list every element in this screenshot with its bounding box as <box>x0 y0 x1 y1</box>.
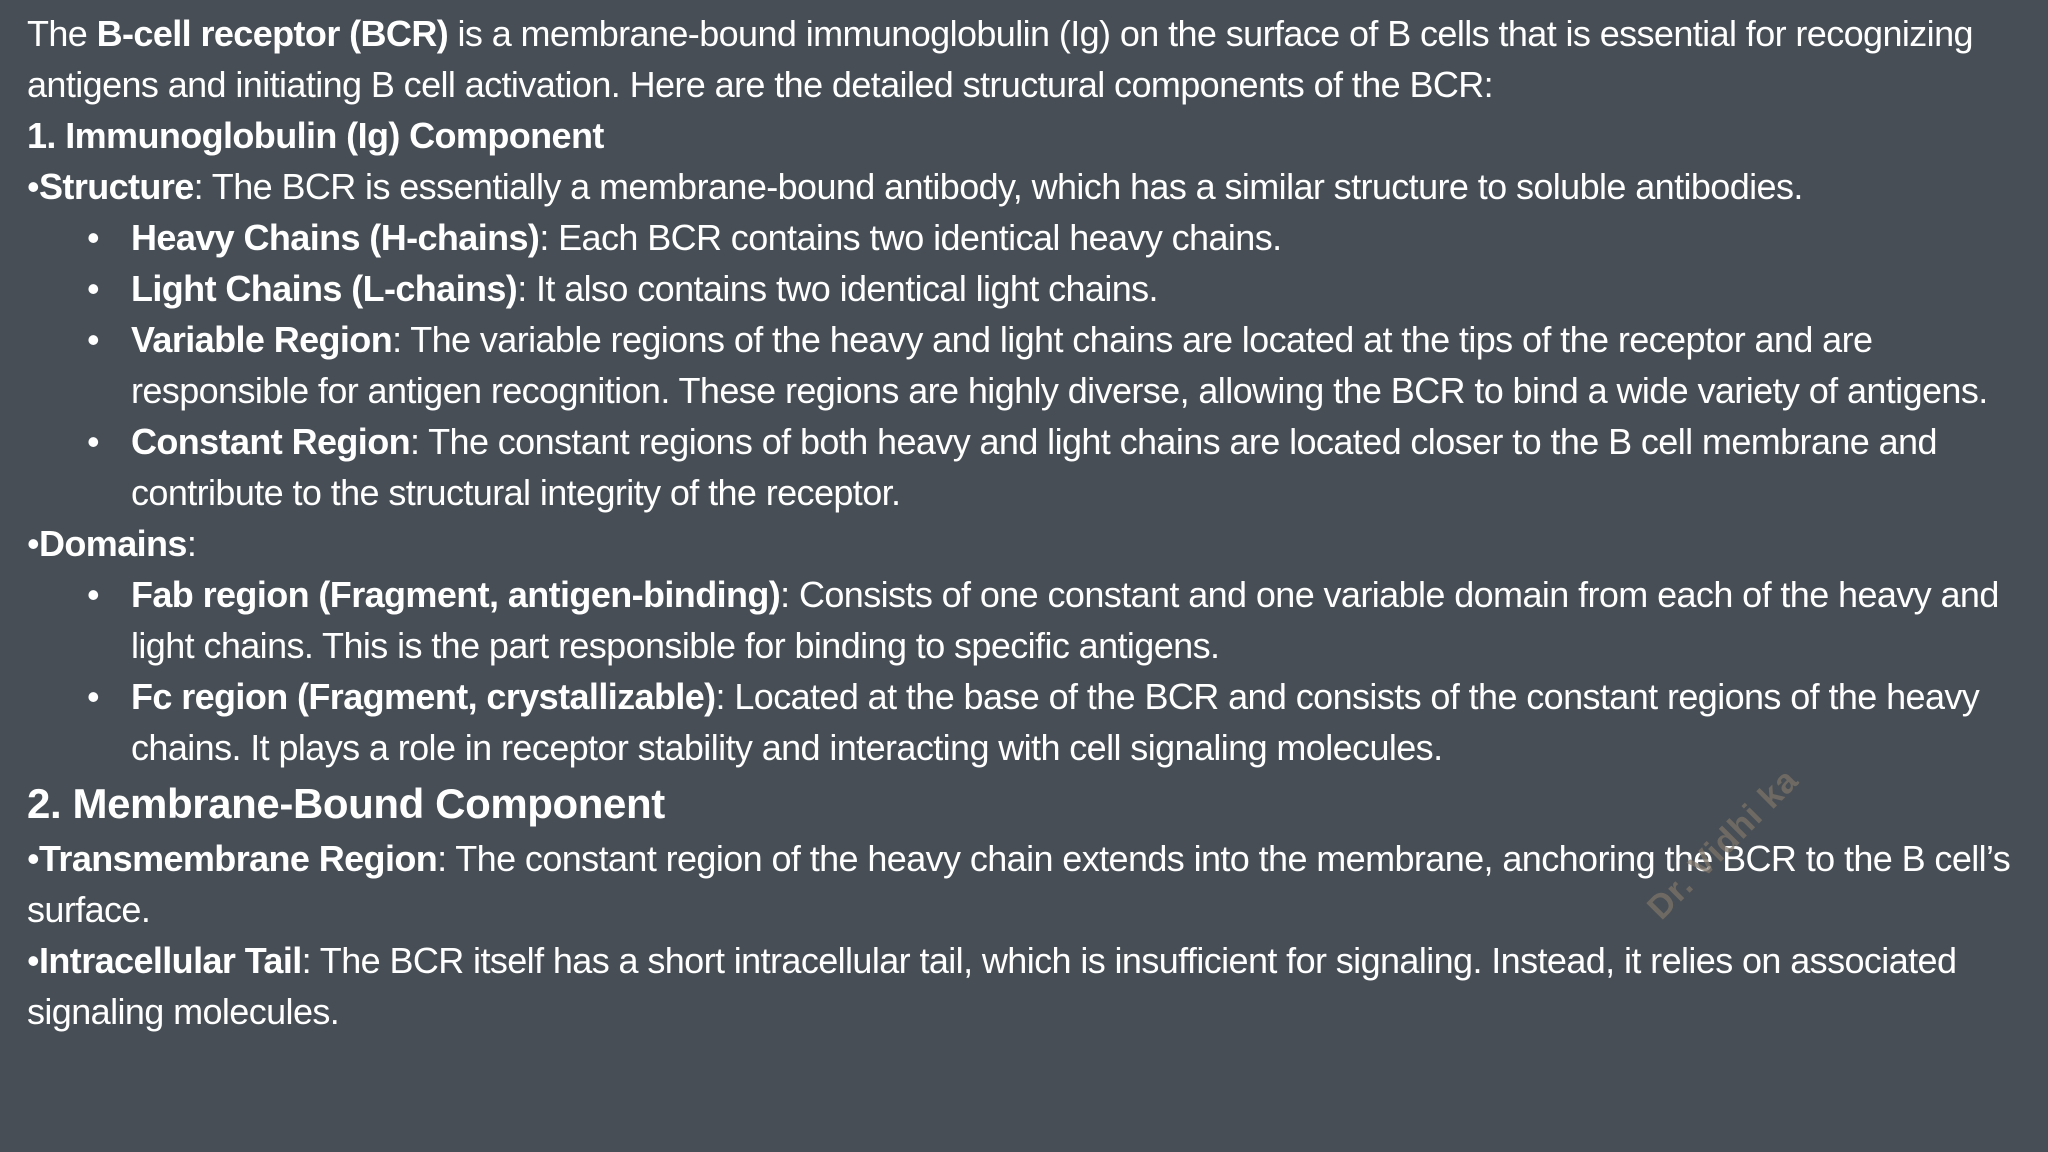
list-item <box>87 416 2041 518</box>
section1-heading: 1. Immunoglobulin (Ig) Component <box>27 115 604 156</box>
structure-sublist <box>27 212 2041 518</box>
item-text: : The variable regions of the heavy and light chains are located at the tips of the receptor and are responsible for antigen recognition. These regions are highly diverse, allowing the BCR to bind a wide variety of antigens. <box>131 319 1988 411</box>
item-label: Variable Region <box>131 319 393 360</box>
bullet-glyph: • <box>87 319 100 360</box>
slide-content <box>27 8 2021 1037</box>
intracellular-label: Intracellular Tail <box>39 940 302 981</box>
item-text: : The constant regions of both heavy and light chains are located closer to the B cell membrane and contribute to the structural integrity of the receptor. <box>131 421 1937 513</box>
bullet-glyph: • <box>87 421 100 462</box>
domains-text: : <box>186 523 197 564</box>
list-item <box>87 263 2041 314</box>
intro-text-start: The <box>27 13 97 54</box>
item-text: : Each BCR contains two identical heavy chains. <box>539 217 1282 258</box>
bullet-glyph: • <box>27 838 40 879</box>
item-text: : It also contains two identical light chains. <box>517 268 1158 309</box>
intracellular-text: : The BCR itself has a short intracellular tail, which is insufficient for signaling. Instead, it relies on associated signaling molecules. <box>27 940 1957 1032</box>
bullet-glyph: • <box>87 217 100 258</box>
item-label: Heavy Chains (H-chains) <box>131 217 540 258</box>
transmembrane-label: Transmembrane Region <box>39 838 438 879</box>
item-label: Light Chains (L-chains) <box>131 268 518 309</box>
bullet-glyph: • <box>27 166 40 207</box>
list-item <box>87 569 2041 671</box>
item-label: Fc region (Fragment, crystallizable) <box>131 676 716 717</box>
intro-paragraph <box>27 8 2021 110</box>
intracellular-bullet <box>27 935 2021 1037</box>
list-item <box>87 212 2041 263</box>
bullet-glyph: • <box>87 268 100 309</box>
item-text: : Located at the base of the BCR and consists of the constant regions of the heavy chains. It plays a role in receptor stability and interacting with cell signaling molecules. <box>131 676 1980 768</box>
item-text: : Consists of one constant and one variable domain from each of the heavy and light chains. This is the part responsible for binding to specific antigens. <box>131 574 1999 666</box>
intro-text-rest: is a membrane-bound immunoglobulin (Ig) on the surface of B cells that is essential for recognizing antigens and initiating B cell activation. Here are the detailed structural components of the BCR: <box>27 13 1973 105</box>
bullet-glyph: • <box>87 676 100 717</box>
bullet-glyph: • <box>87 574 100 615</box>
bullet-glyph: • <box>27 940 40 981</box>
domains-sublist <box>27 569 2041 773</box>
watermark: Dr. Vidhi ka <box>1640 761 1806 927</box>
structure-bullet <box>27 161 2021 212</box>
section2-heading: 2. Membrane-Bound Component <box>27 780 665 827</box>
item-label: Fab region (Fragment, antigen-binding) <box>131 574 781 615</box>
structure-label: Structure <box>39 166 194 207</box>
domains-bullet <box>27 518 2021 569</box>
transmembrane-text: : The constant region of the heavy chain extends into the membrane, anchoring the BCR to the B cell’s surface. <box>27 838 2011 930</box>
list-item <box>87 314 2041 416</box>
domains-label: Domains <box>39 523 187 564</box>
item-label: Constant Region <box>131 421 410 462</box>
list-item <box>87 671 2041 773</box>
structure-text: : The BCR is essentially a membrane-bound antibody, which has a similar structure to soluble antibodies. <box>193 166 1803 207</box>
intro-bcr-term: B-cell receptor (BCR) <box>96 13 449 54</box>
bullet-glyph: • <box>27 523 40 564</box>
